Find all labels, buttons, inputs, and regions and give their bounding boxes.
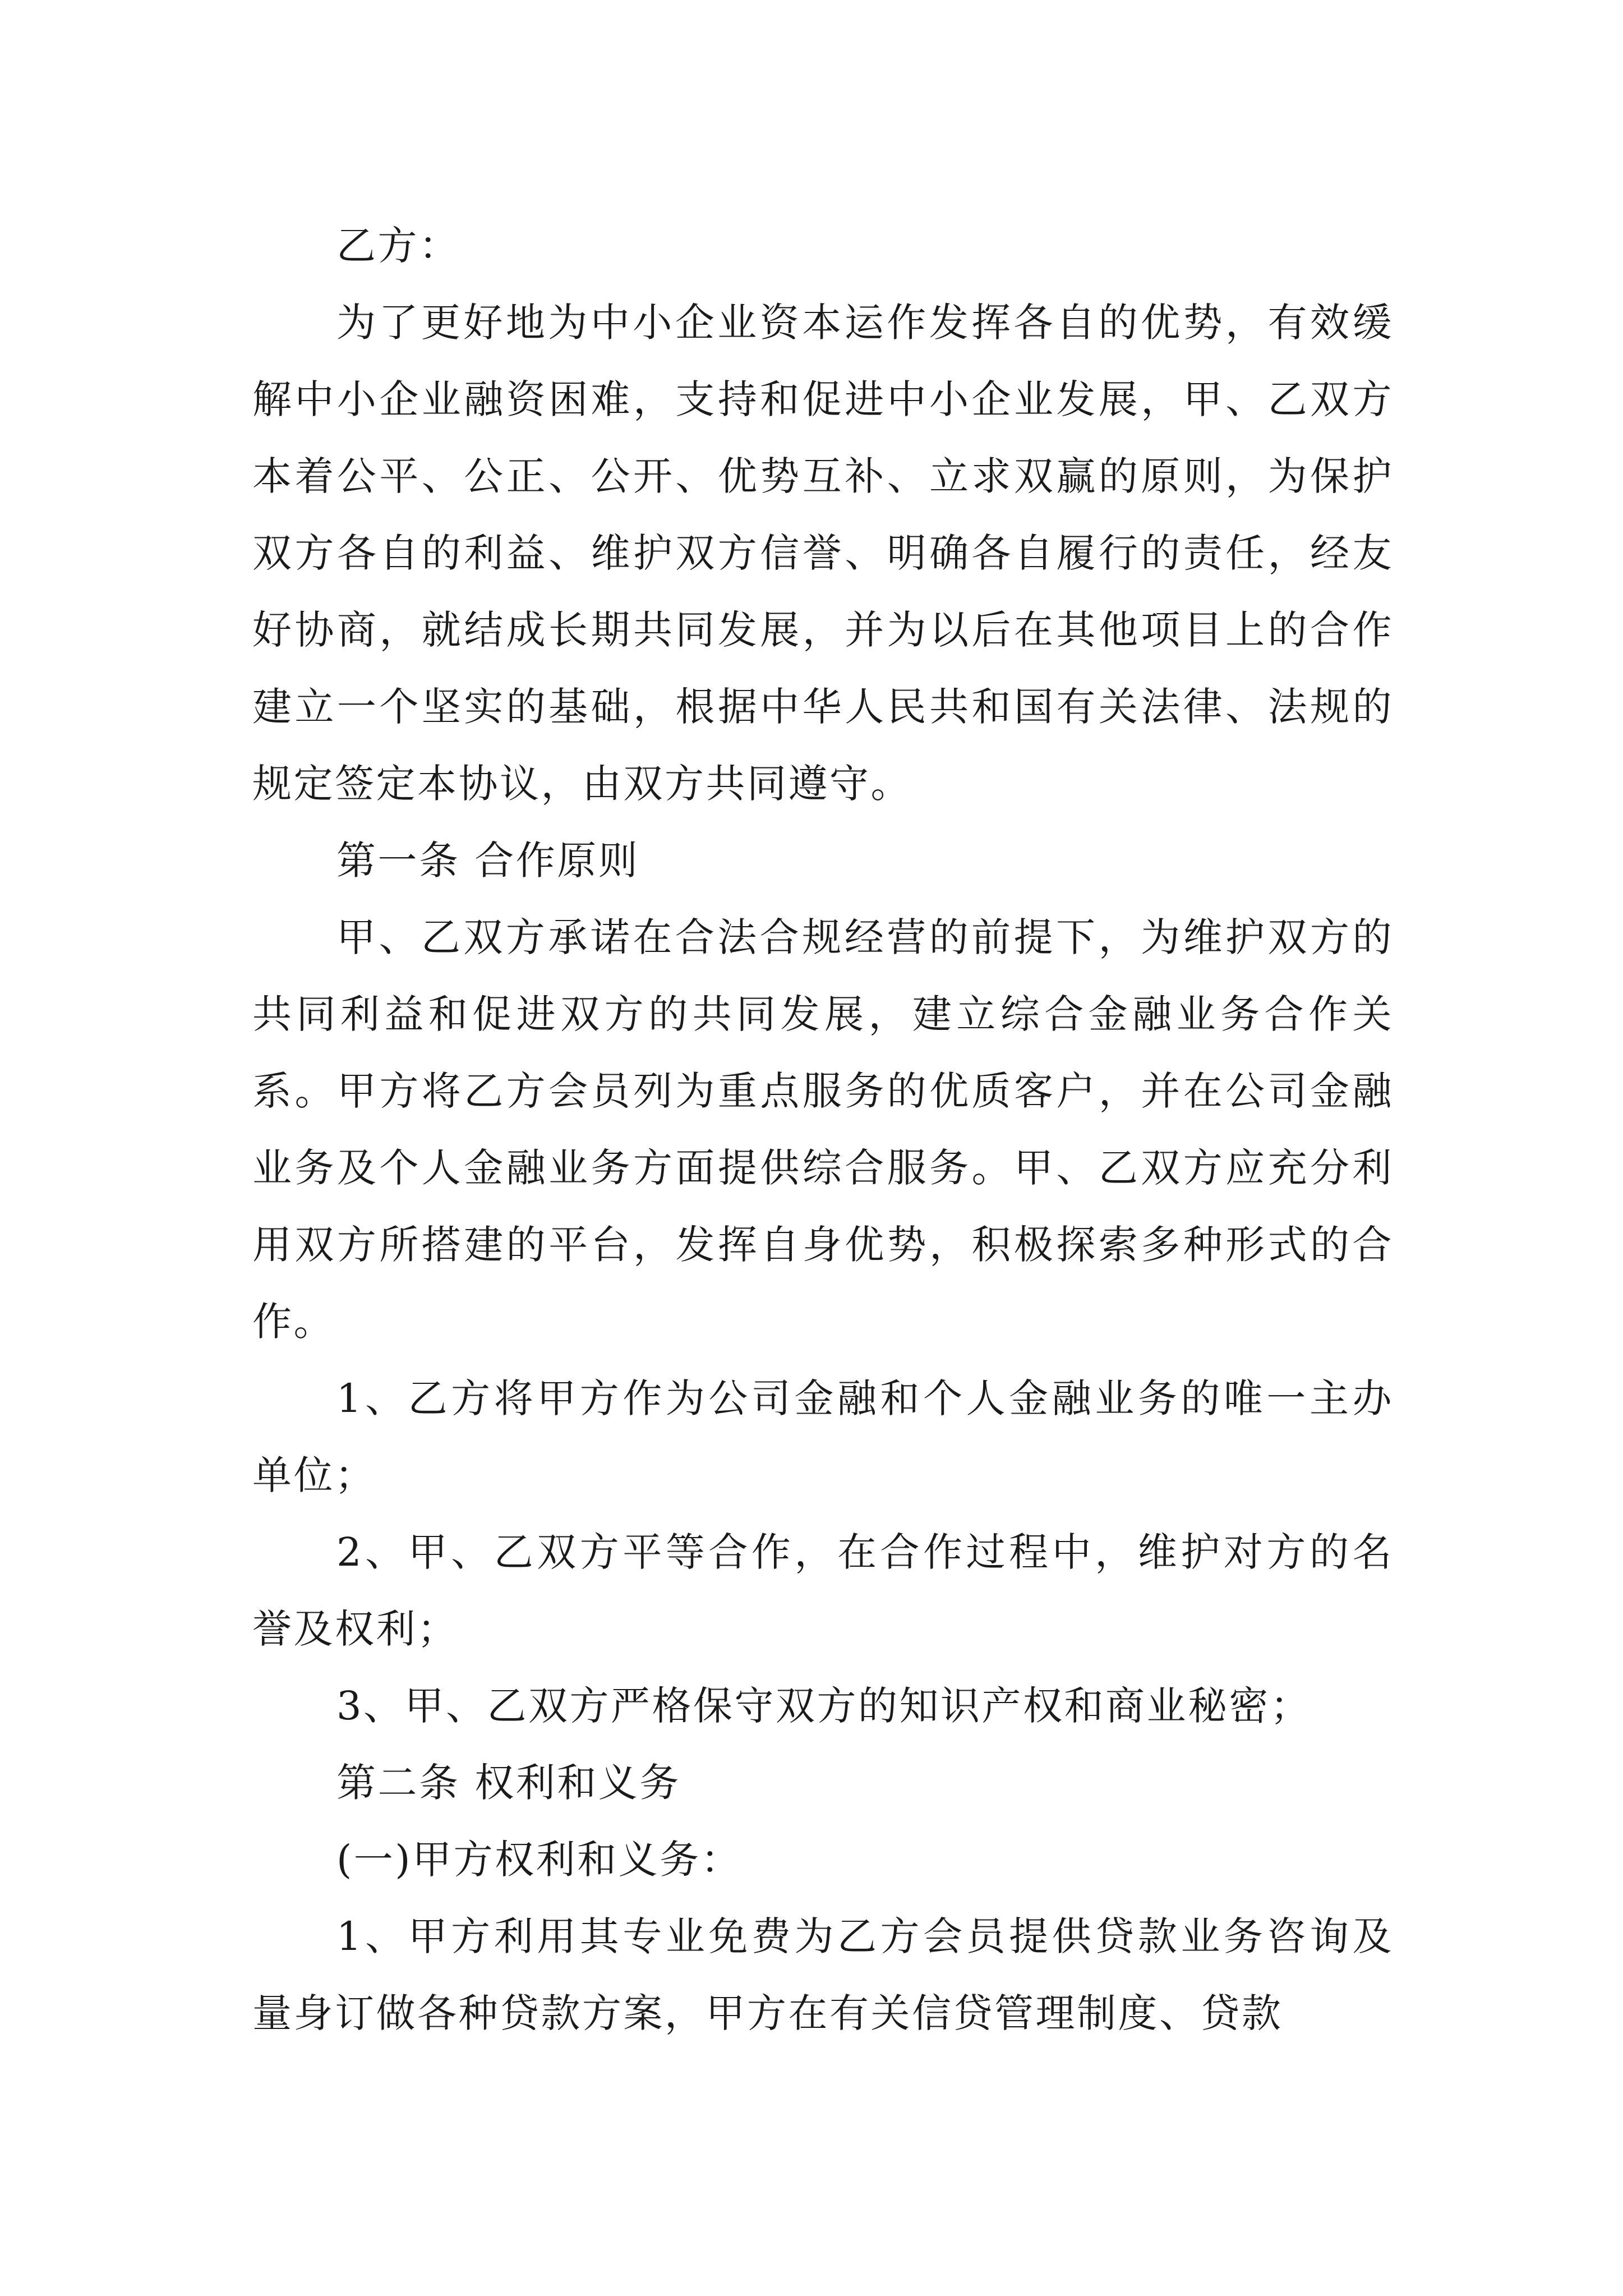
article-1-heading: 第一条 合作原则: [336, 838, 640, 884]
article-2-heading: 第二条 权利和义务: [336, 1760, 681, 1806]
article-1-item-1: 1、乙方将甲方作为公司金融和个人金融业务的唯一主办单位；: [252, 1375, 1394, 1498]
preamble-paragraph: 为了更好地为中小企业资本运作发挥各自的优势，有效缓解中小企业融资困难，支持和促进中小企业发展，甲、乙双方本着公平、公正、公开、优势互补、立求双赢的原则，为保护双方各自的利益、维护双方信誉、明确各自履行的责任，经友好协商，就结成长期共同发展，并为以后在其他项目上的合作建立一个坚实的基础，根据中华人民共和国有关法律、法规的规定签定本协议，由双方共同遵守。: [252, 300, 1394, 807]
article-2-section-1-heading: (一)甲方权利和义务：: [336, 1837, 743, 1883]
party-b-label: 乙方：: [336, 223, 460, 269]
article-1-item-3: 3、甲、乙双方严格保守双方的知识产权和商业秘密；: [336, 1683, 1312, 1729]
article-2-section-1-item-1: 1、甲方利用其专业免费为乙方会员提供贷款业务咨询及量身订做各种贷款方案，甲方在有关信贷管理制度、贷款: [252, 1913, 1394, 2036]
article-1-body: 甲、乙双方承诺在合法合规经营的前提下，为维护双方的共同利益和促进双方的共同发展，建立综合金融业务合作关系。甲方将乙方会员列为重点服务的优质客户，并在公司金融业务及个人金融业务方面提供综合服务。甲、乙双方应充分利用双方所搭建的平台，发挥自身优势，积极探索多种形式的合作。: [252, 914, 1394, 1345]
document-body: [252, 208, 1394, 2052]
article-1-item-2: 2、甲、乙双方平等合作，在合作过程中，维护对方的名誉及权利；: [252, 1529, 1394, 1652]
